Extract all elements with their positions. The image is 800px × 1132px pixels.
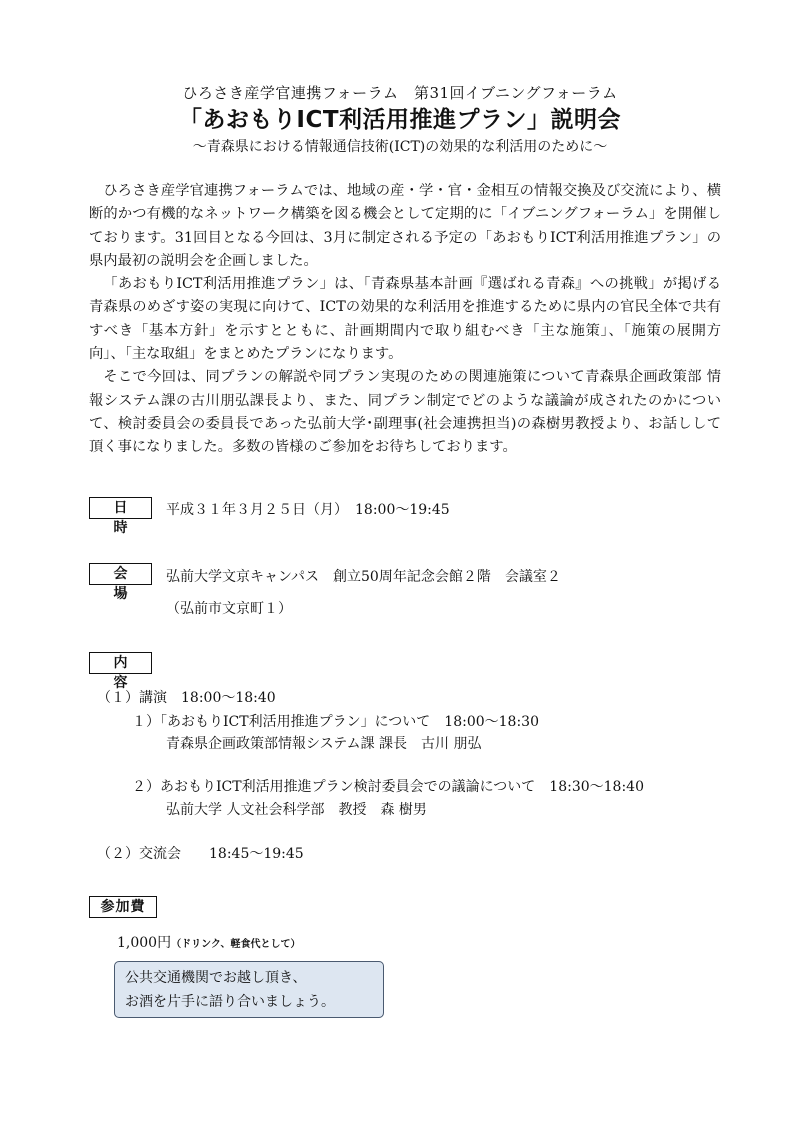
callout-line: お酒を片手に語り合いましょう。: [125, 994, 335, 1010]
forum-series-line: ひろさき産学官連携フォーラム 第31回イブニングフォーラム: [182, 84, 618, 102]
page-subtitle: ～青森県における情報通信技術(ICT)の効果的な利活用のために～: [192, 139, 608, 155]
page-title: 「あおもりICT利活用推進プラン」説明会: [178, 107, 622, 133]
talk-title: ２）あおもりICT利活用推進プラン検討委員会での議論について 18:30～18:40: [132, 779, 644, 795]
fee-amount: 1,000円: [117, 935, 172, 951]
venue-address: （弘前市文京町１）: [166, 601, 292, 617]
datetime-value: 平成３１年３月２５日（月） 18:00～19:45: [166, 502, 450, 518]
intro-paragraph: そこで今回は、同プランの解説や同プラン実現のための関連施策について青森県企画政策部 情報システム課の古川朋弘課長より、また、同プラン制定でどのような議論が成されたのかについて、検討委員会の委員長であった弘前大学･副理事(社会連携担当)の森樹男教授より、お話しして頂く事になりました。多数の皆様のご参加をお待ちしております。: [89, 369, 721, 456]
fee-line: [117, 932, 301, 952]
intro-text: [89, 180, 721, 460]
callout-box: [114, 961, 384, 1018]
fee-note: （ドリンク、軽食代として）: [171, 939, 301, 950]
intro-paragraph: ひろさき産学官連携フォーラムでは、地域の産・学・官・金相互の情報交換及び交流により、横断的かつ有機的なネットワーク構築を図る機会として定期的に「イブニングフォーラム」を開催しております。31回目となる今回は、3月に制定される予定の「あおもりICT利活用推進プラン」の県内最初の説明会を企画しました。: [89, 183, 721, 269]
lecture-heading: （１）講演 18:00～18:40: [97, 690, 276, 706]
callout-line: 公共交通機関でお越し頂き、: [125, 970, 307, 986]
intro-paragraph: 「あおもりICT利活用推進プラン」は、「青森県基本計画『選ばれる青森』への挑戦」が掲げる青森県のめざす姿の実現に向けて、ICTの効果的な利活用を推進するために県内の官民全体で共有すべき「基本方針」を示すとともに、計画期間内で取り組むべき「主な施策」、「施策の展開方向」、「主な取組」をまとめたプランになります。: [89, 276, 721, 363]
venue-value: 弘前大学文京キャンパス 創立50周年記念会館２階 会議室２: [166, 569, 561, 585]
fee-label: 参加費: [89, 896, 157, 918]
talk-speaker: 弘前大学 人文社会科学部 教授 森 樹男: [166, 802, 427, 818]
talk-title: １）「あおもりICT利活用推進プラン」について 18:00～18:30: [132, 714, 539, 730]
networking-line: （２）交流会 18:45～19:45: [97, 846, 304, 862]
talk-speaker: 青森県企画政策部情報システム課 課長 古川 朋弘: [166, 736, 482, 752]
venue-label: 会場: [89, 563, 152, 585]
datetime-label: 日時: [89, 497, 152, 519]
contents-label: 内容: [89, 652, 152, 674]
